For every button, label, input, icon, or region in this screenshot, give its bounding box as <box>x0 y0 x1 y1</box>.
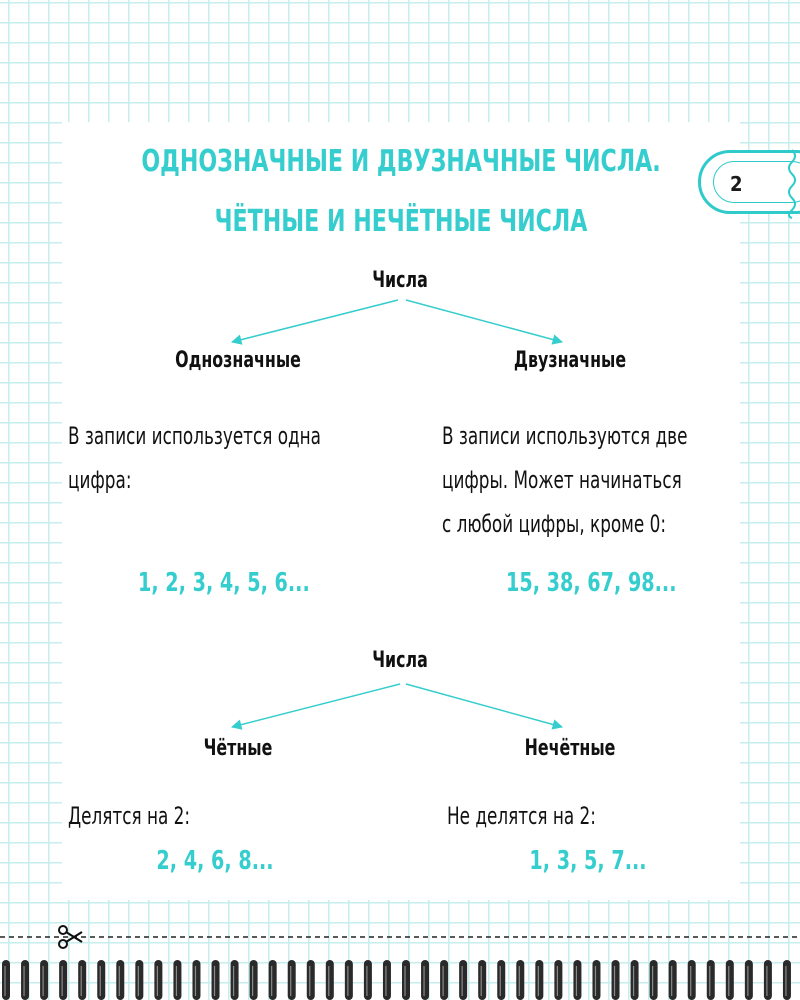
section1-right-heading: Двузначные <box>513 348 627 373</box>
page-title-line2: ЧЁТНЫЕ И НЕЧЁТНЫЕ ЧИСЛА <box>214 204 588 239</box>
spiral-ring <box>231 960 239 1000</box>
spiral-ring <box>402 960 410 1000</box>
spiral-ring <box>745 960 753 1000</box>
section1-right-examples: 15, 38, 67, 98... <box>506 568 677 598</box>
spiral-ring <box>478 960 486 1000</box>
page-number: 2 <box>730 172 743 196</box>
page-tab-edge <box>789 150 795 218</box>
section2-right-examples: 1, 3, 5, 7... <box>529 846 647 876</box>
spiral-ring <box>345 960 353 1000</box>
arrow-left-section1 <box>232 300 398 342</box>
spiral-ring <box>269 960 277 1000</box>
spiral-ring <box>554 960 562 1000</box>
spiral-ring <box>516 960 524 1000</box>
spiral-ring <box>364 960 372 1000</box>
spiral-ring <box>535 960 543 1000</box>
spiral-ring <box>650 960 658 1000</box>
spiral-ring <box>97 960 105 1000</box>
spiral-ring <box>707 960 715 1000</box>
spiral-binding <box>2 960 791 1000</box>
tree-arrows-section2 <box>232 684 562 727</box>
scissors-icon <box>59 926 82 948</box>
arrow-right-section1 <box>406 300 562 342</box>
spiral-ring <box>726 960 734 1000</box>
spiral-ring <box>288 960 296 1000</box>
spiral-ring <box>783 960 791 1000</box>
section1-right-line: В записи используются две <box>442 422 688 450</box>
spiral-ring <box>250 960 258 1000</box>
spiral-ring <box>326 960 334 1000</box>
spiral-ring <box>192 960 200 1000</box>
section2-right-heading: Нечётные <box>524 736 616 761</box>
spiral-ring <box>592 960 600 1000</box>
spiral-ring <box>307 960 315 1000</box>
page-title-line1: ОДНОЗНАЧНЫЕ И ДВУЗНАЧНЫЕ ЧИСЛА. <box>141 144 661 179</box>
arrow-right-section2 <box>406 684 562 727</box>
spiral-ring <box>497 960 505 1000</box>
spiral-ring <box>631 960 639 1000</box>
spiral-ring <box>212 960 220 1000</box>
section1-root-label: Числа <box>372 268 428 293</box>
spiral-ring <box>135 960 143 1000</box>
spiral-ring <box>612 960 620 1000</box>
section1-right-line: с любой цифры, кроме 0: <box>442 510 666 538</box>
spiral-ring <box>173 960 181 1000</box>
arrow-left-section2 <box>232 684 400 727</box>
spiral-ring <box>669 960 677 1000</box>
spiral-ring <box>116 960 124 1000</box>
spiral-ring <box>421 960 429 1000</box>
spiral-ring <box>154 960 162 1000</box>
section2-left-heading: Чётные <box>203 736 273 761</box>
section2-root-label: Числа <box>372 648 428 673</box>
section1-right-line: цифры. Может начинаться <box>442 466 682 494</box>
spiral-ring <box>573 960 581 1000</box>
spiral-ring <box>78 960 86 1000</box>
spiral-ring <box>764 960 772 1000</box>
spiral-ring <box>40 960 48 1000</box>
spiral-ring <box>21 960 29 1000</box>
tree-arrows-section1 <box>232 300 562 342</box>
spiral-ring <box>688 960 696 1000</box>
spiral-ring <box>2 960 10 1000</box>
section1-left-heading: Однозначные <box>175 348 301 373</box>
section2-right-line: Не делятся на 2: <box>447 802 596 830</box>
spiral-ring <box>440 960 448 1000</box>
section1-left-line: цифра: <box>68 466 132 494</box>
section1-left-line: В записи используется одна <box>68 422 322 450</box>
section2-left-line: Делятся на 2: <box>68 802 191 830</box>
section1-left-examples: 1, 2, 3, 4, 5, 6... <box>138 568 310 598</box>
section2-left-examples: 2, 4, 6, 8... <box>156 846 274 876</box>
spiral-ring <box>383 960 391 1000</box>
spiral-ring <box>459 960 467 1000</box>
spiral-ring <box>59 960 67 1000</box>
